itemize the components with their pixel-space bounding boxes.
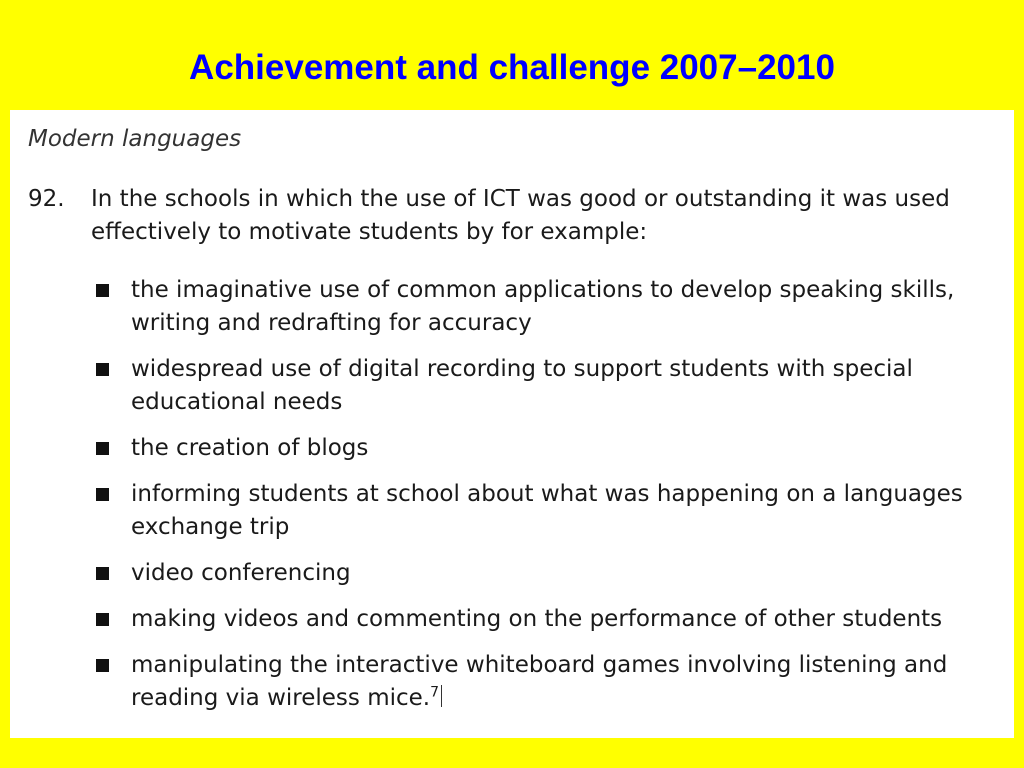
bullet-text: the imaginative use of common applications to develop speaking skills, writing and redrafting for accuracy [131, 277, 955, 336]
bullet-text: making videos and commenting on the performance of other students [131, 606, 943, 632]
section-heading: Modern languages [28, 126, 242, 152]
bullet-item [94, 603, 1006, 636]
black-square-bullet-icon [96, 567, 109, 580]
bullet-item [94, 353, 1006, 419]
bullet-item [94, 649, 1006, 715]
black-square-bullet-icon [96, 363, 109, 376]
bullet-item [94, 478, 1006, 544]
bullet-item [94, 432, 1006, 465]
bullet-item [94, 274, 1006, 340]
paragraph-number: 92. [28, 186, 65, 212]
black-square-bullet-icon [96, 442, 109, 455]
bullet-text: video conferencing [131, 560, 351, 586]
bullet-item [94, 557, 1006, 590]
black-square-bullet-icon [96, 659, 109, 672]
footnote-marker: 7 [430, 684, 440, 701]
document-excerpt-panel [10, 110, 1014, 738]
black-square-bullet-icon [96, 613, 109, 626]
paragraph-text: In the schools in which the use of ICT was good or outstanding it was used effectively to motivate students by for example: [91, 186, 950, 245]
black-square-bullet-icon [96, 488, 109, 501]
bullet-list [94, 274, 1006, 728]
black-square-bullet-icon [96, 284, 109, 297]
bullet-text: widespread use of digital recording to support students with special educational needs [131, 356, 913, 415]
bullet-text: the creation of blogs [131, 435, 369, 461]
text-cursor-line [441, 685, 442, 707]
bullet-text: informing students at school about what was happening on a languages exchange trip [131, 481, 963, 540]
bullet-text: manipulating the interactive whiteboard games involving listening and reading via wireless mice. [131, 652, 948, 711]
slide-title: Achievement and challenge 2007–2010 [189, 48, 835, 87]
